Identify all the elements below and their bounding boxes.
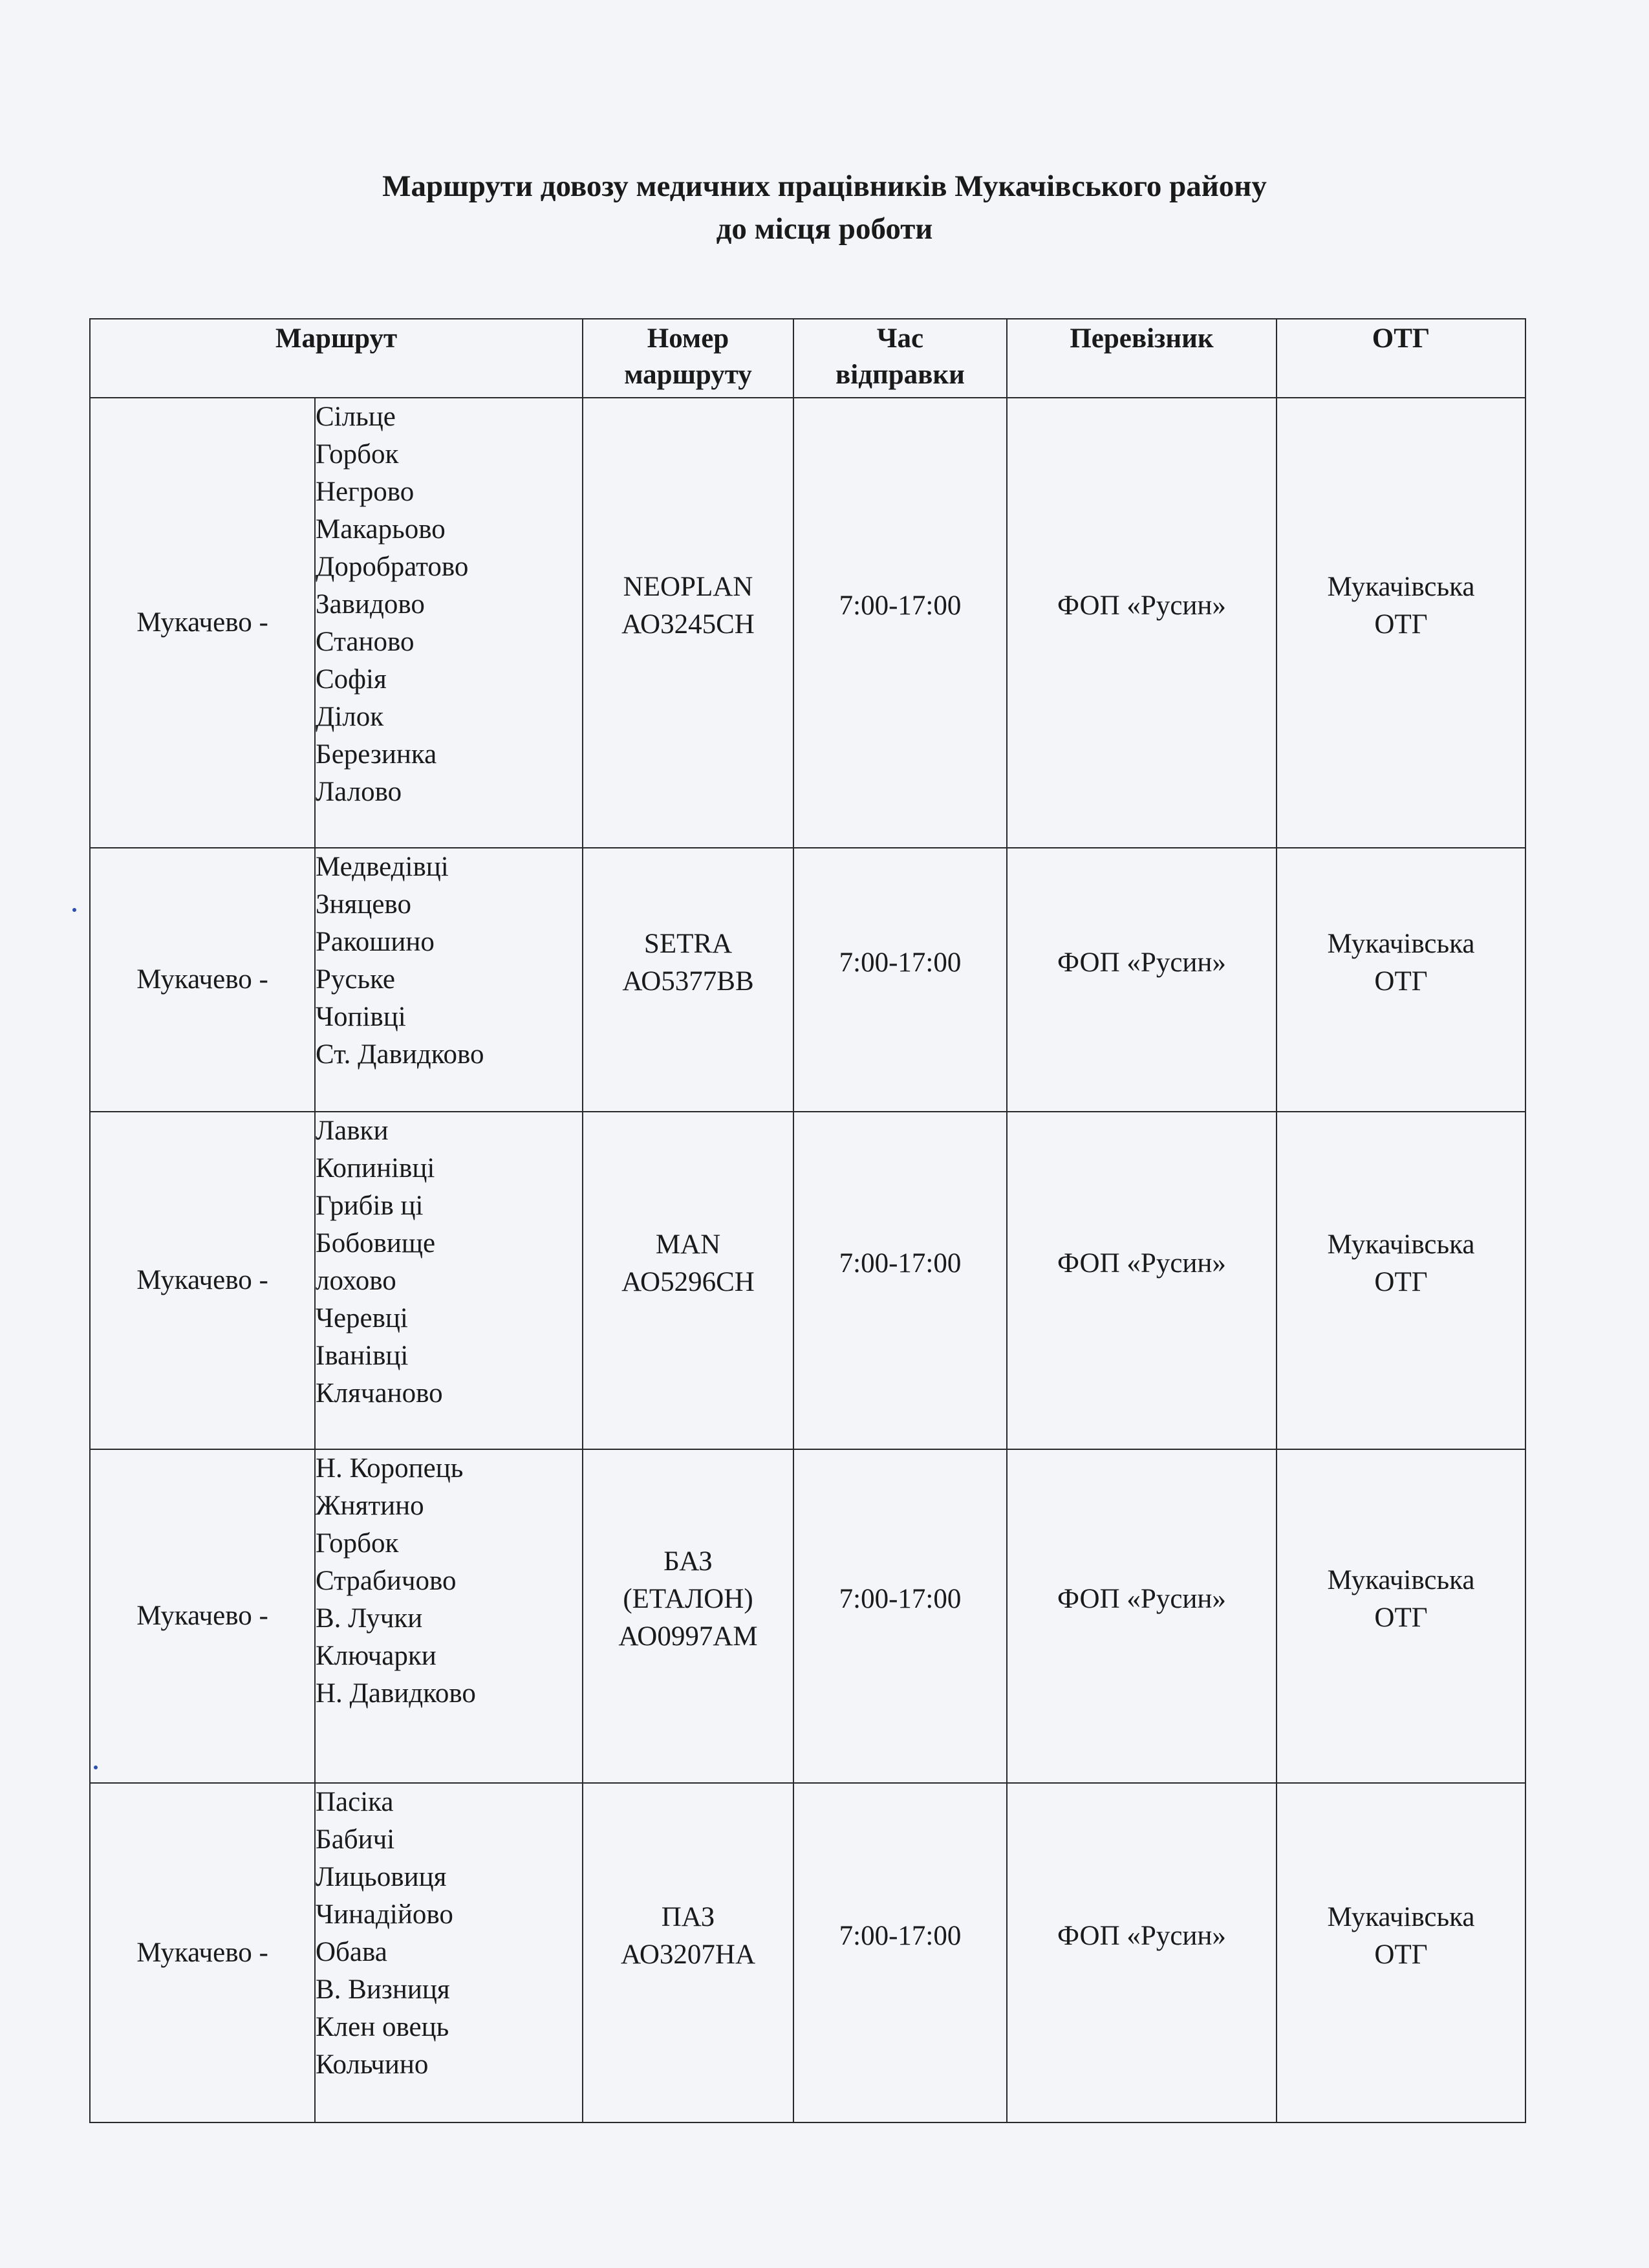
header-route-number: Номер маршруту xyxy=(583,319,793,398)
route-stops-cell xyxy=(315,848,583,1112)
otg-name-line: Мукачівська xyxy=(1327,572,1475,602)
route-stop: Бабичі xyxy=(316,1824,395,1855)
otg-cell xyxy=(1277,1449,1525,1783)
otg-cell xyxy=(1277,398,1525,848)
departure-time: 7:00-17:00 xyxy=(839,1248,962,1279)
route-stop: Медведівці xyxy=(316,852,449,882)
route-number-cell xyxy=(583,1449,793,1783)
table-row xyxy=(90,398,1525,848)
route-stop: Копинівці xyxy=(316,1153,435,1183)
carrier-cell xyxy=(1007,1449,1277,1783)
otg-cell xyxy=(1277,848,1525,1112)
route-stop: Бобовище xyxy=(316,1228,436,1258)
route-stop: В. Лучки xyxy=(316,1603,423,1634)
departure-time-cell xyxy=(793,1112,1007,1449)
route-stop: Грибів ці xyxy=(316,1191,424,1221)
otg-name-line: Мукачівська xyxy=(1327,1565,1475,1595)
route-stop: Зняцево xyxy=(316,889,411,920)
route-stop: Березинка xyxy=(316,739,437,770)
route-number-cell xyxy=(583,848,793,1112)
route-stop: Черевці xyxy=(316,1303,408,1334)
otg-name-line: ОТГ xyxy=(1374,1267,1428,1297)
routes-table xyxy=(89,318,1526,2123)
title-line-1: Маршрути довозу медичних працівників Мукачівського району xyxy=(382,169,1267,203)
table-row xyxy=(90,1783,1525,2122)
route-stop: Клячаново xyxy=(316,1378,443,1409)
otg-name-line: Мукачівська xyxy=(1327,1901,1475,1932)
route-vehicle-line: АО5377ВВ xyxy=(622,966,754,997)
route-stop: Н. Давидково xyxy=(316,1678,476,1709)
route-stop: Н. Коропець xyxy=(316,1453,464,1484)
route-stop: лохово xyxy=(316,1266,396,1296)
table-header-row xyxy=(90,319,1525,398)
otg-name-line: ОТГ xyxy=(1374,966,1428,997)
departure-time-cell xyxy=(793,1783,1007,2122)
route-stop: Горбок xyxy=(316,1528,399,1559)
route-stop: Лалово xyxy=(316,777,402,807)
route-stop: Ключарки xyxy=(316,1641,436,1671)
carrier-cell xyxy=(1007,1112,1277,1449)
route-stop: Софія xyxy=(316,664,387,695)
route-stop: Чинадійово xyxy=(316,1899,453,1930)
route-vehicle-line: NEOPLAN xyxy=(623,572,753,602)
carrier-cell xyxy=(1007,398,1277,848)
header-departure-time: Час відправки xyxy=(793,319,1007,398)
route-vehicle-line: АО5296СН xyxy=(621,1267,755,1297)
carrier-cell xyxy=(1007,848,1277,1112)
route-stops-cell xyxy=(315,1783,583,2122)
route-vehicle-line: АО3207НА xyxy=(620,1939,756,1970)
otg-name-line: Мукачівська xyxy=(1327,929,1475,959)
route-number-cell xyxy=(583,1783,793,2122)
route-origin-cell xyxy=(90,398,315,848)
route-stop: Ст. Давидково xyxy=(316,1039,484,1070)
route-origin-cell xyxy=(90,848,315,1112)
departure-time-cell xyxy=(793,848,1007,1112)
route-stops-cell xyxy=(315,398,583,848)
route-vehicle-line: (ЕТАЛОН) xyxy=(623,1584,753,1614)
header-otg: ОТГ xyxy=(1277,319,1525,398)
route-stop: Клен овець xyxy=(316,2012,449,2042)
route-stop: Іванівці xyxy=(316,1341,409,1371)
carrier-name: ФОП «Русин» xyxy=(1057,1920,1226,1951)
route-stop: Доробратово xyxy=(316,552,469,582)
route-stop: Лавки xyxy=(316,1116,389,1146)
route-stop: Чопівці xyxy=(316,1002,406,1032)
page-title xyxy=(0,165,1649,250)
otg-cell xyxy=(1277,1112,1525,1449)
otg-cell xyxy=(1277,1783,1525,2122)
table-row xyxy=(90,1449,1525,1783)
otg-name-line: Мукачівська xyxy=(1327,1229,1475,1260)
route-origin-cell xyxy=(90,1449,315,1783)
route-stop: В. Визниця xyxy=(316,1974,450,2005)
route-origin-cell xyxy=(90,1783,315,2122)
route-origin: Мукачево - xyxy=(136,1601,268,1631)
ink-speck xyxy=(72,908,76,912)
route-stop: Ракошино xyxy=(316,927,435,957)
route-stop: Кольчино xyxy=(316,2049,429,2080)
title-line-2: до місця роботи xyxy=(716,212,933,246)
ink-speck xyxy=(94,1766,98,1769)
departure-time: 7:00-17:00 xyxy=(839,1920,962,1951)
route-origin: Мукачево - xyxy=(136,1937,268,1968)
route-stop: Завидово xyxy=(316,589,425,620)
route-vehicle-line: MAN xyxy=(655,1229,721,1260)
route-origin-cell xyxy=(90,1112,315,1449)
route-stop: Лицьовиця xyxy=(316,1862,447,1892)
otg-name-line: ОТГ xyxy=(1374,1939,1428,1970)
route-stop: Жнятино xyxy=(316,1491,424,1521)
route-stop: Ділок xyxy=(316,702,384,732)
carrier-name: ФОП «Русин» xyxy=(1057,590,1226,621)
route-origin: Мукачево - xyxy=(136,1265,268,1295)
route-origin: Мукачево - xyxy=(136,607,268,638)
departure-time: 7:00-17:00 xyxy=(839,1584,962,1614)
route-stop: Горбок xyxy=(316,439,399,470)
carrier-name: ФОП «Русин» xyxy=(1057,1248,1226,1279)
otg-name-line: ОТГ xyxy=(1374,1603,1428,1633)
route-stop: Негрово xyxy=(316,477,415,507)
route-vehicle-line: ПАЗ xyxy=(661,1901,715,1932)
route-number-cell xyxy=(583,1112,793,1449)
table-row xyxy=(90,1112,1525,1449)
otg-name-line: ОТГ xyxy=(1374,609,1428,640)
route-vehicle-line: БАЗ xyxy=(663,1546,713,1577)
route-vehicle-line: АО0997АМ xyxy=(618,1621,758,1652)
departure-time: 7:00-17:00 xyxy=(839,947,962,978)
departure-time: 7:00-17:00 xyxy=(839,590,962,621)
route-stop: Руське xyxy=(316,964,396,995)
route-stop: Макарьово xyxy=(316,514,446,545)
header-route: Маршрут xyxy=(90,319,583,398)
carrier-name: ФОП «Русин» xyxy=(1057,1584,1226,1614)
route-stops-cell xyxy=(315,1449,583,1783)
route-number-cell xyxy=(583,398,793,848)
route-stops-cell xyxy=(315,1112,583,1449)
route-vehicle-line: SETRA xyxy=(643,929,733,959)
departure-time-cell xyxy=(793,1449,1007,1783)
route-stop: Страбичово xyxy=(316,1566,457,1596)
header-carrier: Перевізник xyxy=(1007,319,1277,398)
route-stop: Обава xyxy=(316,1937,387,1967)
carrier-name: ФОП «Русин» xyxy=(1057,947,1226,978)
route-vehicle-line: АО3245СН xyxy=(621,609,755,640)
route-origin: Мукачево - xyxy=(136,964,268,995)
departure-time-cell xyxy=(793,398,1007,848)
route-stop: Станово xyxy=(316,627,415,657)
table-row xyxy=(90,848,1525,1112)
route-stop: Пасіка xyxy=(316,1787,394,1817)
route-stop: Сільце xyxy=(316,402,396,432)
carrier-cell xyxy=(1007,1783,1277,2122)
